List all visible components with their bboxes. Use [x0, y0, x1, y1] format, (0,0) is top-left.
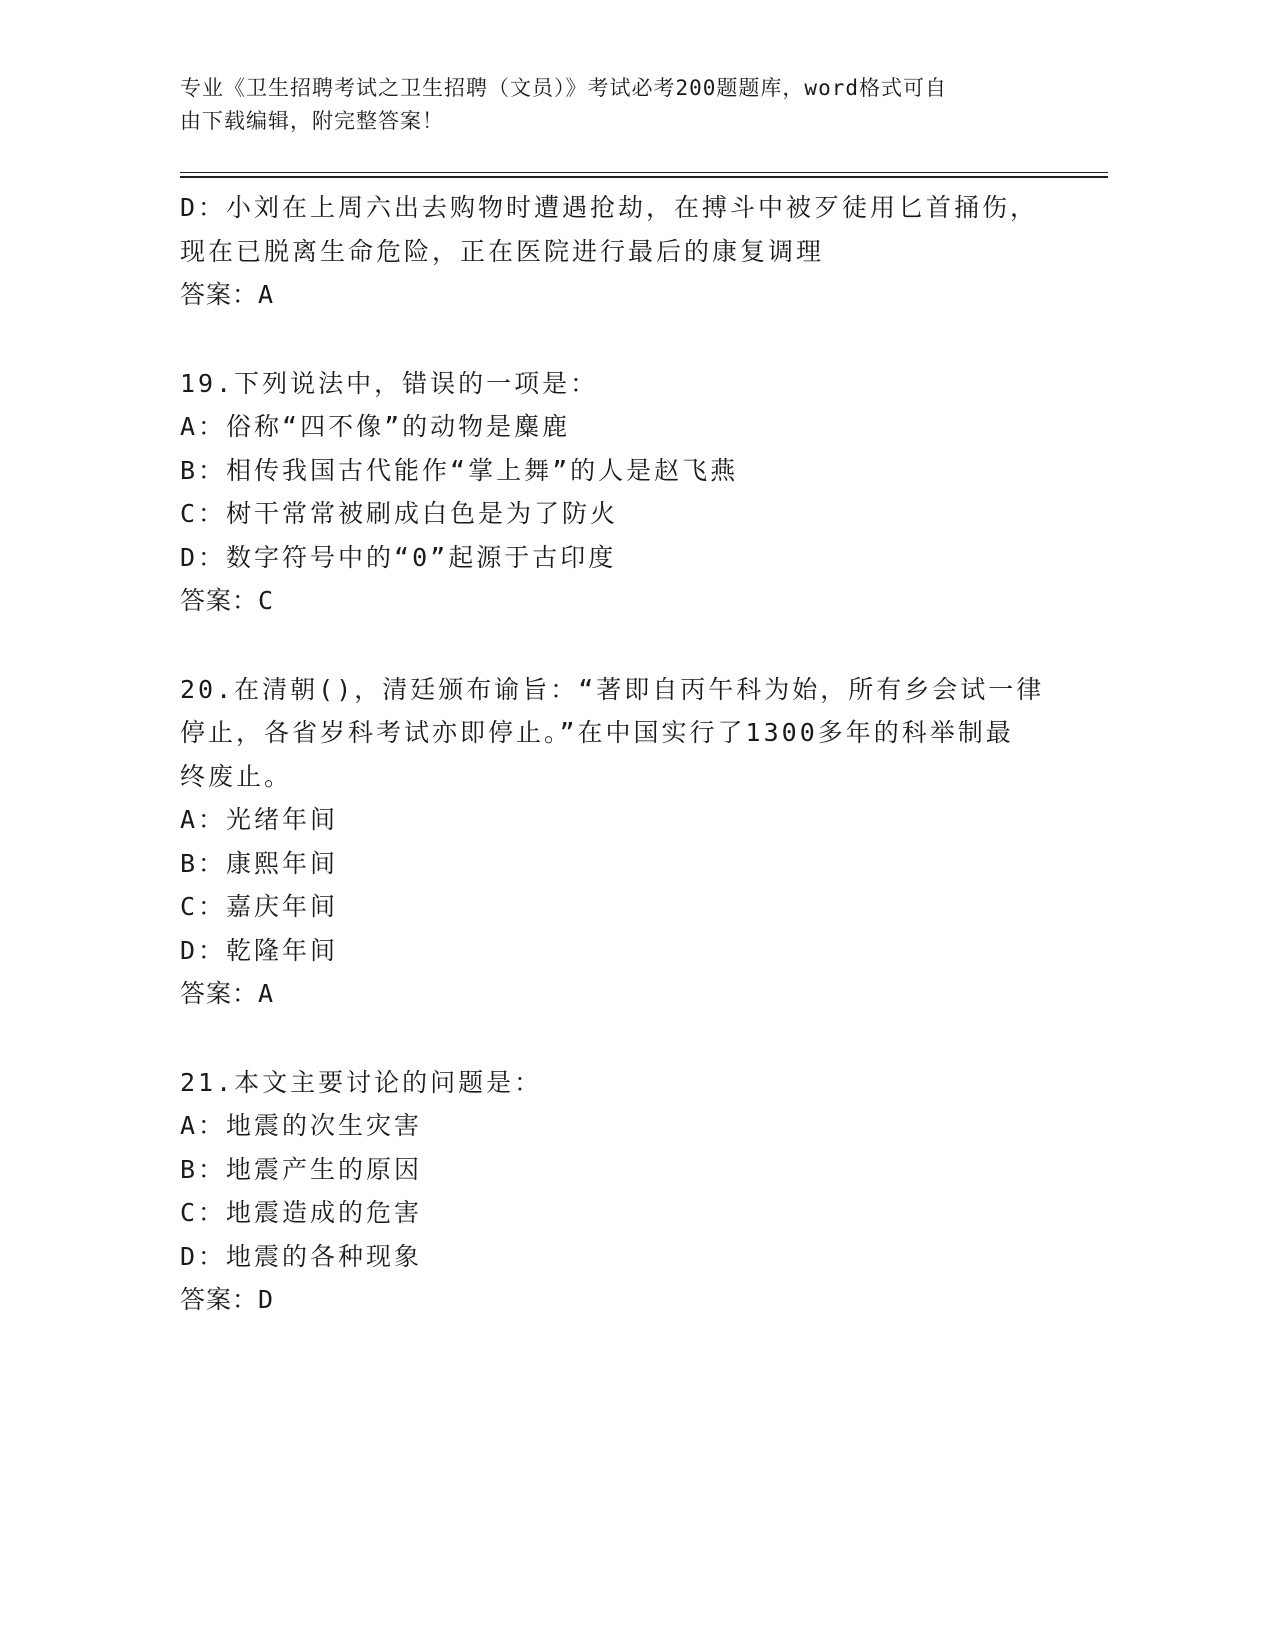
spacer [180, 623, 1060, 668]
answer-label: 答案： [180, 280, 259, 309]
header-divider-thick [180, 176, 1108, 178]
answer-value: D [258, 1285, 274, 1314]
option-b: B：相传我国古代能作“掌上舞”的人是赵飞燕 [180, 455, 739, 485]
question-stem-continued: 终废止。 [180, 761, 293, 791]
option-d: D：数字符号中的“0”起源于古印度 [180, 542, 617, 572]
answer-line [180, 1278, 1060, 1322]
question-stem: 19.下列说法中，错误的一项是： [180, 368, 599, 398]
option-b: B：地震产生的原因 [180, 1154, 423, 1184]
answer-label: 答案： [180, 979, 259, 1008]
header-title-line-1: 专业《卫生招聘考试之卫生招聘（文员）》考试必考200题题库，word格式可自 [180, 76, 947, 100]
answer-line [180, 972, 1060, 1016]
answer-label: 答案： [180, 1285, 259, 1314]
option-c: C：地震造成的危害 [180, 1198, 423, 1227]
question-stem-continued: 停止，各省岁科考试亦即停止。”在中国实行了1300多年的科举制最 [180, 718, 1014, 747]
question-block-19 [180, 362, 1060, 623]
option-a: A：俗称“四不像”的动物是麋鹿 [180, 412, 571, 441]
option-d: D：小刘在上周六出去购物时遭遇抢劫，在搏斗中被歹徒用匕首捅伤， [180, 193, 1039, 222]
header-divider-thin [180, 172, 1108, 173]
option-a: A：地震的次生灾害 [180, 1111, 423, 1140]
question-block-21 [180, 1061, 1060, 1322]
question-list [180, 186, 1060, 1322]
answer-value: A [258, 280, 274, 309]
question-stem: 20.在清朝()，清廷颁布谕旨：“著即自丙午科为始，所有乡会试一律 [180, 674, 1045, 704]
answer-value: C [258, 586, 274, 615]
answer-line [180, 579, 1060, 623]
option-d: D：地震的各种现象 [180, 1241, 423, 1271]
question-block-previous [180, 186, 1060, 317]
option-d-continued: 现在已脱离生命危险，正在医院进行最后的康复调理 [180, 236, 825, 266]
header-title-line-2: 由下载编辑，附完整答案！ [180, 109, 444, 133]
question-stem: 21.本文主要讨论的问题是： [180, 1067, 543, 1097]
option-d: D：乾隆年间 [180, 935, 339, 965]
question-block-20 [180, 668, 1060, 1016]
document-header [180, 72, 1040, 138]
option-b: B：康熙年间 [180, 848, 339, 878]
spacer [180, 1016, 1060, 1061]
option-c: C：嘉庆年间 [180, 892, 339, 921]
spacer [180, 317, 1060, 362]
answer-label: 答案： [180, 586, 259, 615]
answer-value: A [258, 979, 274, 1008]
option-a: A：光绪年间 [180, 805, 339, 834]
option-c: C：树干常常被刷成白色是为了防火 [180, 499, 619, 528]
answer-line [180, 273, 1060, 317]
